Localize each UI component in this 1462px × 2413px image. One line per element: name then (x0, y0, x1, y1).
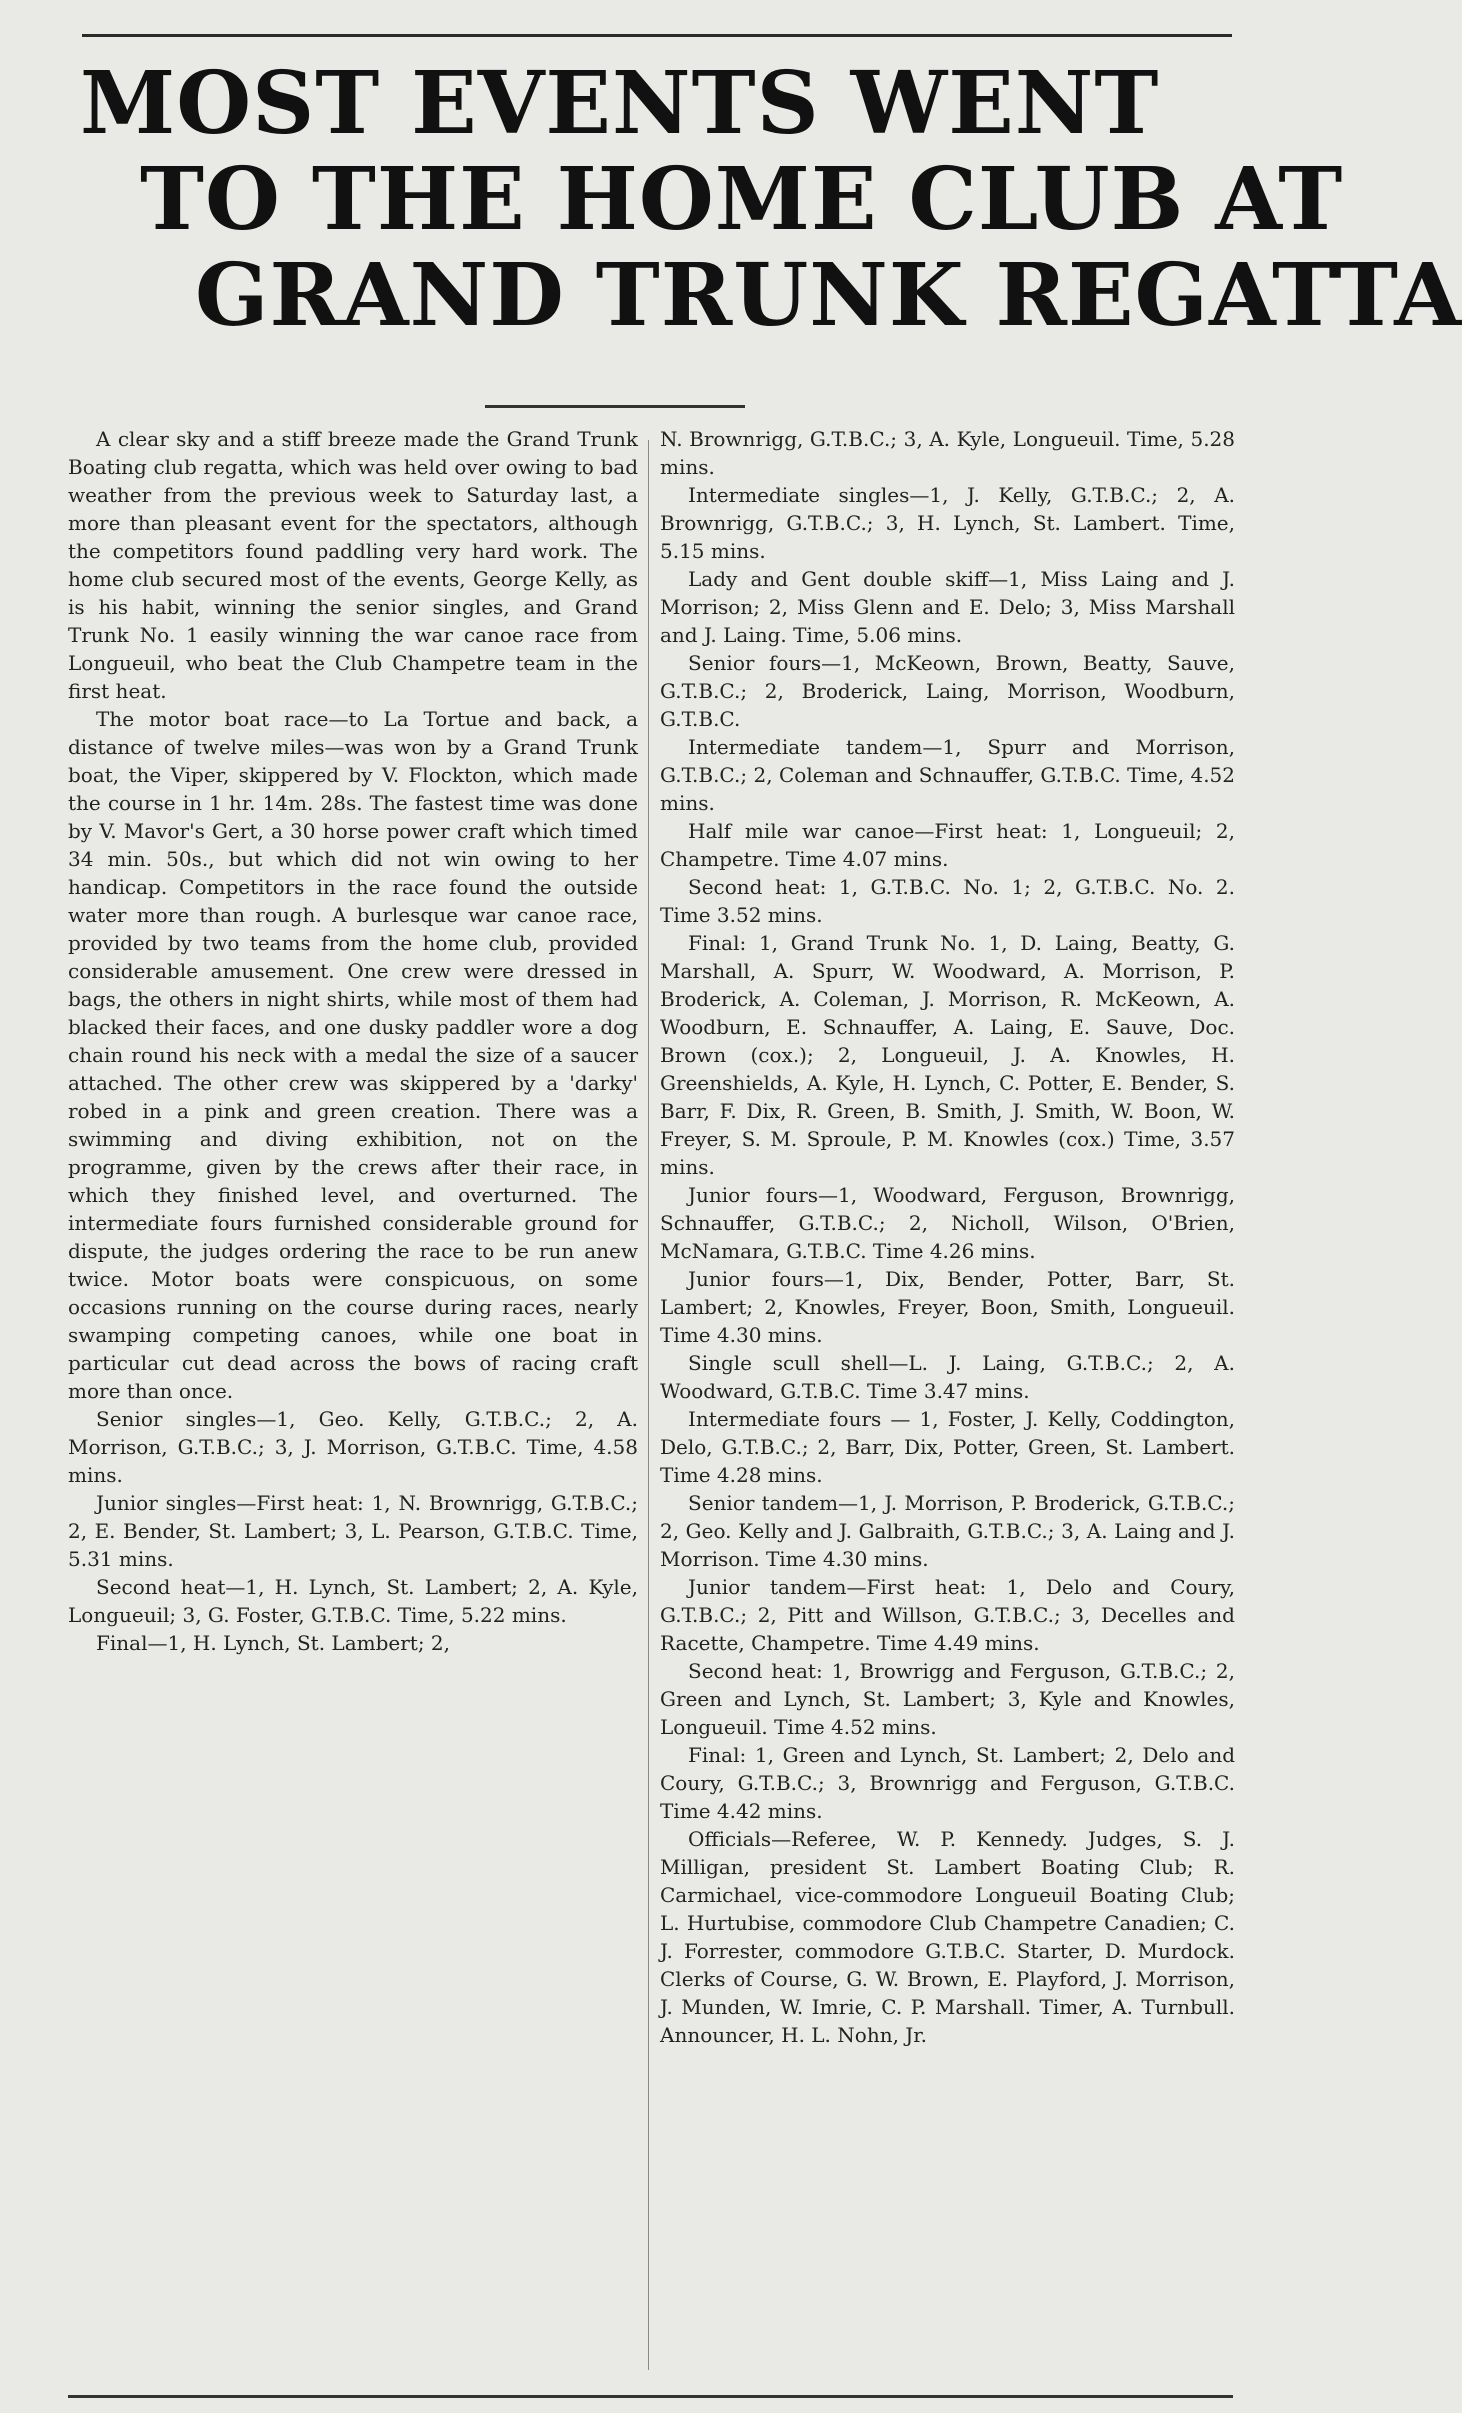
result-paragraph: Second heat: 1, G.T.B.C. No. 1; 2, G.T.B.C. No. 2. Time 3.52 mins. (660, 875, 1235, 927)
result-paragraph: Senior fours—1, McKeown, Brown, Beatty, Sauve, G.T.B.C.; 2, Broderick, Laing, Morrison, Woodburn, G.T.B.C. (660, 651, 1235, 731)
article-paragraph: A clear sky and a stiff breeze made the Grand Trunk Boating club regatta, which was held over owing to bad weather from the previous week to Saturday last, a more than pleasant event for the spectators, although the competitors found paddling very hard work. The home club secured most of the events, George Kelly, as is his habit, winning the senior singles, and Grand Trunk No. 1 easily winning the war canoe race from Longueuil, who beat the Club Champetre team in the first heat. (68, 427, 638, 703)
result-paragraph: Intermediate fours — 1, Foster, J. Kelly, Coddington, Delo, G.T.B.C.; 2, Barr, Dix, Potter, Green, St. Lambert. Time 4.28 mins. (660, 1407, 1235, 1487)
result-paragraph: Final: 1, Green and Lynch, St. Lambert; 2, Delo and Coury, G.T.B.C.; 3, Brownrigg and Ferguson, G.T.B.C. Time 4.42 mins. (660, 1743, 1235, 1823)
left-column (68, 425, 638, 2375)
officials-paragraph: Officials—Referee, W. P. Kennedy. Judges, S. J. Milligan, president St. Lambert Boating Club; R. Carmichael, vice-commodore Longueuil Boating Club; L. Hurtubise, commodore Club Champetre Canadien; C. J. Forrester, commodore G.T.B.C. Starter, D. Murdock. Clerks of Course, G. W. Brown, E. Playford, J. Morrison, J. Munden, W. Imrie, C. P. Marshall. Timer, A. Turnbull. Announcer, H. L. Nohn, Jr. (660, 1827, 1235, 2047)
result-paragraph: N. Brownrigg, G.T.B.C.; 3, A. Kyle, Longueuil. Time, 5.28 mins. (660, 427, 1235, 479)
result-paragraph: Second heat—1, H. Lynch, St. Lambert; 2, A. Kyle, Longueuil; 3, G. Foster, G.T.B.C. Time, 5.22 mins. (68, 1575, 638, 1627)
result-paragraph: Intermediate tandem—1, Spurr and Morrison, G.T.B.C.; 2, Coleman and Schnauffer, G.T.B.C. Time, 4.52 mins. (660, 735, 1235, 815)
article-paragraph: The motor boat race—to La Tortue and back, a distance of twelve miles—was won by a Grand Trunk boat, the Viper, skippered by V. Flockton, which made the course in 1 hr. 14m. 28s. The fastest time was done by V. Mavor's Gert, a 30 horse power craft which timed 34 min. 50s., but which did not win owing to her handicap. Competitors in the race found the outside water more than rough. A burlesque war canoe race, provided by two teams from the home club, provided considerable amusement. One crew were dressed in bags, the others in night shirts, while most of them had blacked their faces, and one dusky paddler wore a dog chain round his neck with a medal the size of a saucer attached. The other crew was skippered by a 'darky' robed in a pink and green creation. There was a swimming and diving exhibition, not on the programme, given by the crews after their race, in which they finished level, and overturned. The intermediate fours furnished considerable ground for dispute, the judges ordering the race to be run anew twice. Motor boats were conspicuous, on some occasions running on the course during races, nearly swamping competing canoes, while one boat in particular cut dead across the bows of racing craft more than once. (68, 707, 638, 1403)
headline-line-1: MOST EVENTS WENT (80, 53, 1160, 154)
headline-line-2: TO THE HOME CLUB AT (140, 149, 1344, 250)
result-paragraph: Lady and Gent double skiff—1, Miss Laing and J. Morrison; 2, Miss Glenn and E. Delo; 3, Miss Marshall and J. Laing. Time, 5.06 mins. (660, 567, 1235, 647)
column-divider (648, 440, 649, 2370)
result-paragraph: Half mile war canoe—First heat: 1, Longueuil; 2, Champetre. Time 4.07 mins. (660, 819, 1235, 871)
result-paragraph: Senior singles—1, Geo. Kelly, G.T.B.C.; 2, A. Morrison, G.T.B.C.; 3, J. Morrison, G.T.B.C. Time, 4.58 mins. (68, 1407, 638, 1487)
right-column (660, 425, 1235, 2375)
result-paragraph: Single scull shell—L. J. Laing, G.T.B.C.; 2, A. Woodward, G.T.B.C. Time 3.47 mins. (660, 1351, 1235, 1403)
result-paragraph: Final—1, H. Lynch, St. Lambert; 2, (96, 1631, 451, 1655)
result-paragraph: Final: 1, Grand Trunk No. 1, D. Laing, Beatty, G. Marshall, A. Spurr, W. Woodward, A. Morrison, P. Broderick, A. Coleman, J. Morrison, R. McKeown, A. Woodburn, E. Schnauffer, A. Laing, E. Sauve, Doc. Brown (cox.); 2, Longueuil, J. A. Knowles, H. Greenshields, A. Kyle, H. Lynch, C. Potter, E. Bender, S. Barr, F. Dix, R. Green, B. Smith, J. Smith, W. Boon, W. Freyer, S. M. Sproule, P. M. Knowles (cox.) Time, 3.57 mins. (660, 931, 1235, 1179)
result-paragraph: Intermediate singles—1, J. Kelly, G.T.B.C.; 2, A. Brownrigg, G.T.B.C.; 3, H. Lynch, St. Lambert. Time, 5.15 mins. (660, 483, 1235, 563)
result-paragraph: Junior tandem—First heat: 1, Delo and Coury, G.T.B.C.; 2, Pitt and Willson, G.T.B.C.; 3, Decelles and Racette, Champetre. Time 4.49 mins. (660, 1575, 1235, 1655)
result-paragraph: Second heat: 1, Browrigg and Ferguson, G.T.B.C.; 2, Green and Lynch, St. Lambert; 3, Kyle and Knowles, Longueuil. Time 4.52 mins. (660, 1659, 1235, 1739)
result-paragraph: Junior fours—1, Woodward, Ferguson, Brownrigg, Schnauffer, G.T.B.C.; 2, Nicholl, Wilson, O'Brien, McNamara, G.T.B.C. Time 4.26 mins. (660, 1183, 1235, 1263)
result-paragraph: Senior tandem—1, J. Morrison, P. Broderick, G.T.B.C.; 2, Geo. Kelly and J. Galbraith, G.T.B.C.; 3, A. Laing and J. Morrison. Time 4.30 mins. (660, 1491, 1235, 1571)
result-paragraph: Junior singles—First heat: 1, N. Brownrigg, G.T.B.C.; 2, E. Bender, St. Lambert; 3, L. Pearson, G.T.B.C. Time, 5.31 mins. (68, 1491, 638, 1571)
bottom-rule (68, 2395, 1233, 2398)
top-rule (82, 34, 1232, 37)
headline-divider (485, 405, 745, 408)
headline (60, 53, 1462, 346)
headline-line-3: GRAND TRUNK REGATTA (195, 245, 1462, 346)
result-paragraph: Junior fours—1, Dix, Bender, Potter, Barr, St. Lambert; 2, Knowles, Freyer, Boon, Smith, Longueuil. Time 4.30 mins. (660, 1267, 1235, 1347)
